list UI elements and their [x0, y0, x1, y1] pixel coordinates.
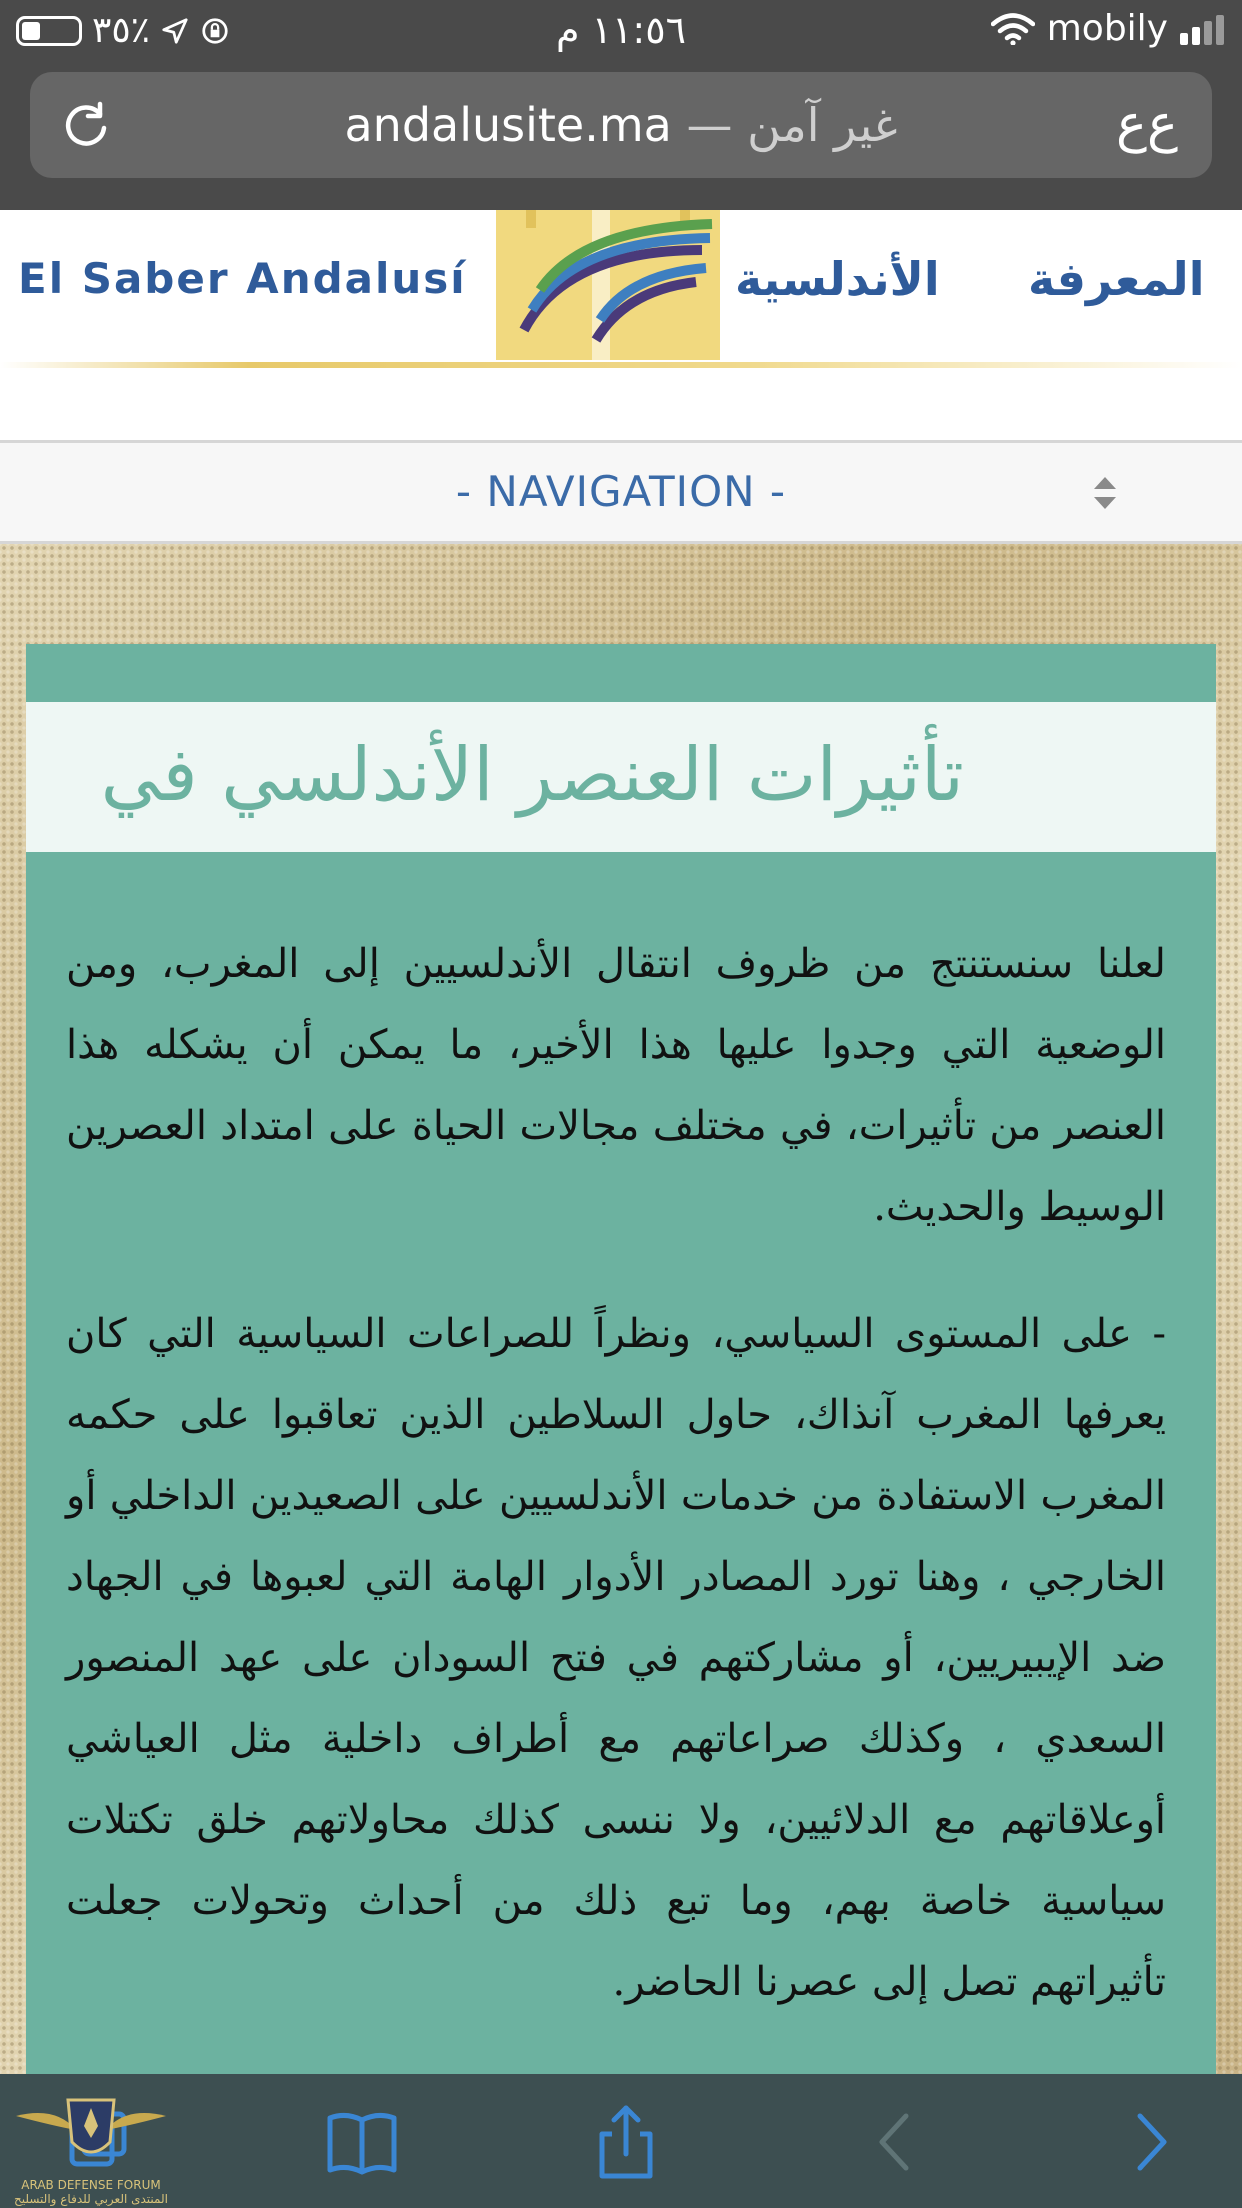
watermark-line-2: المنتدى العربي للدفاع والتسليح — [14, 2192, 168, 2206]
signal-strength-icon — [1180, 13, 1224, 45]
watermark-line-1: ARAB DEFENSE FORUM — [21, 2178, 161, 2192]
bookmarks-icon[interactable] — [322, 2104, 402, 2180]
article-paragraph-1: لعلنا سنستنتج من ظروف انتقال الأندلسيين إلى المغرب، ومن الوضعية التي وجدوا عليها هذا الأخير، ما يمكن أن يشكله هذا العنصر من تأثيرات، في مختلف مجالات الحياة على امتداد العصرين الوسيط والحديث. — [66, 941, 1166, 1230]
status-bar — [0, 0, 1242, 64]
status-right — [991, 8, 1224, 49]
carrier-name: mobily — [1046, 8, 1168, 49]
article-panel — [26, 644, 1216, 2074]
share-icon[interactable] — [586, 2104, 666, 2180]
navigation-select[interactable] — [0, 440, 1242, 544]
browser-toolbar — [0, 2074, 1242, 2208]
url-domain: andalusite.ma — [344, 98, 672, 152]
back-icon[interactable] — [856, 2104, 936, 2180]
battery-percent: ٣٥٪ — [92, 10, 151, 51]
header-divider — [0, 362, 1242, 368]
article-title: تأثيرات العنصر الأندلسي في — [100, 732, 964, 818]
site-logo-icon — [496, 210, 720, 360]
article-paragraph-2: - على المستوى السياسي، ونظراً للصراعات السياسية التي كان يعرفها المغرب آنذاك، حاول السلاطين الذين تعاقبوا على حكمه المغرب الاستفادة من خدمات الأندلسيين على الصعيدين الداخلي أو الخارجي ، وهنا تورد المصادر الأدوار الهامة التي لعبوها في الجهاد ضد الإيبيريين، أو مشاركتهم في فتح السودان على عهد المنصور السعدي ، وكذلك صراعاتهم مع أطراف داخلية مثل العياشي أوعلاقاتهم مع الدلائيين، ولا ننسى كذلك محاولاتهم خلق تكتلات سياسية خاصة بهم، وما تبع ذلك من أحداث وتحولات جعلت تأثيراتهم تصل إلى عصرنا الحاضر. — [66, 1311, 1166, 2005]
url-separator: — — [686, 98, 733, 152]
forward-icon[interactable] — [1110, 2104, 1190, 2180]
security-label: غير آمن — [747, 98, 898, 152]
url-text[interactable] — [30, 98, 1212, 152]
browser-address-area — [0, 64, 1242, 210]
address-bar[interactable] — [30, 72, 1212, 178]
status-time: ١١:٥٦ م — [555, 8, 687, 52]
brand-arabic-andalusia: الأندلسية — [735, 252, 940, 306]
watermark-emblem-icon — [6, 2086, 176, 2178]
brand-arabic-knowledge: المعرفة — [1028, 252, 1205, 306]
title-band — [26, 702, 1216, 852]
text-size-button[interactable]: ع‌ع — [1115, 94, 1178, 154]
brand-latin-text: El Saber Andalusí — [18, 254, 467, 303]
watermark-text — [6, 2178, 176, 2206]
site-header — [0, 210, 1242, 440]
select-arrows-icon — [1090, 473, 1120, 513]
forum-watermark — [6, 2086, 176, 2206]
wifi-icon — [991, 13, 1035, 45]
navigation-label: - NAVIGATION - — [455, 467, 787, 516]
